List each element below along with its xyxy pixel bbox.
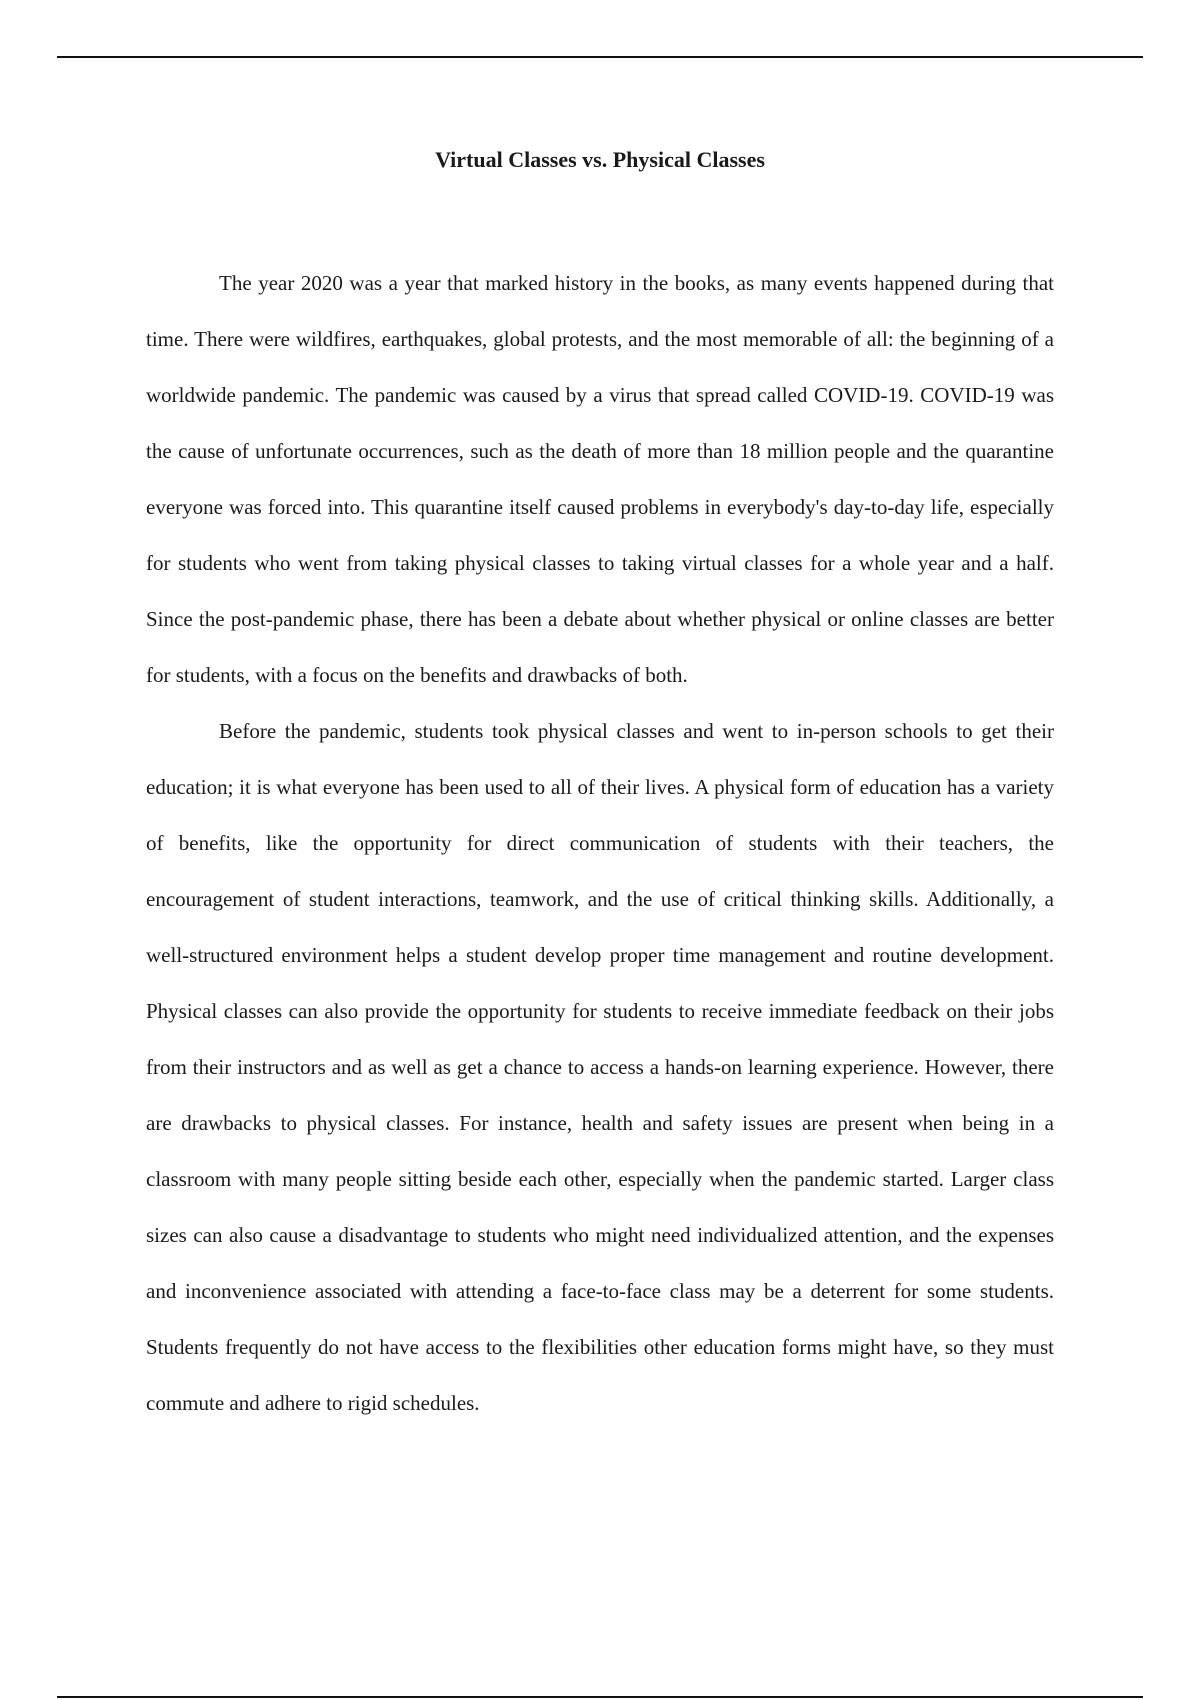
top-rule-divider bbox=[57, 56, 1143, 58]
document-body bbox=[146, 255, 1054, 1431]
bottom-rule-divider bbox=[57, 1696, 1143, 1698]
document-title: Virtual Classes vs. Physical Classes bbox=[435, 147, 765, 172]
paragraph-1: The year 2020 was a year that marked history in the books, as many events happened during that time. There were wildfires, earthquakes, global protests, and the most memorable of all: the beginning of a worldwide pandemic. The pandemic was caused by a virus that spread called COVID-19. COVID-19 was the cause of unfortunate occurrences, such as the death of more than 18 million people and the quarantine everyone was forced into. This quarantine itself caused problems in everybody's day-to-day life, especially for students who went from taking physical classes to taking virtual classes for a whole year and a half. Since the post-pandemic phase, there has been a debate about whether physical or online classes are better for students, with a focus on the benefits and drawbacks of both. bbox=[146, 271, 1054, 687]
paragraph-2: Before the pandemic, students took physical classes and went to in-person schools to get their education; it is what everyone has been used to all of their lives. A physical form of education has a variety of benefits, like the opportunity for direct communication of students with their teachers, the encouragement of student interactions, teamwork, and the use of critical thinking skills. Additionally, a well-structured environment helps a student develop proper time management and routine development. Physical classes can also provide the opportunity for students to receive immediate feedback on their jobs from their instructors and as well as get a chance to access a hands-on learning experience. However, there are drawbacks to physical classes. For instance, health and safety issues are present when being in a classroom with many people sitting beside each other, especially when the pandemic started. Larger class sizes can also cause a disadvantage to students who might need individualized attention, and the expenses and inconvenience associated with attending a face-to-face class may be a deterrent for some students. Students frequently do not have access to the flexibilities other education forms might have, so they must commute and adhere to rigid schedules. bbox=[146, 719, 1054, 1415]
